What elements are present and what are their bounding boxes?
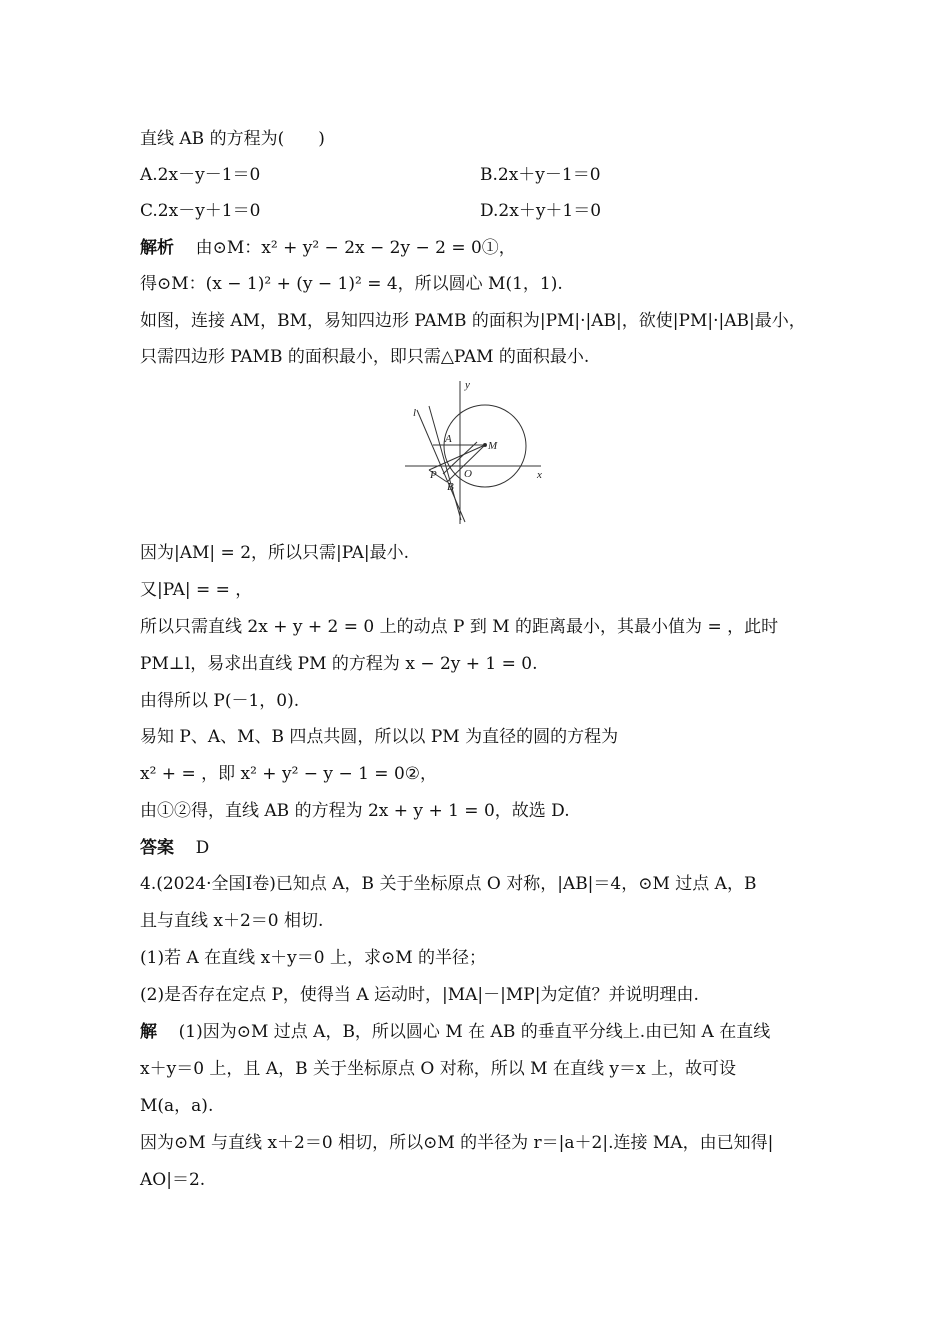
answer-line — [140, 837, 209, 859]
label-x: x — [537, 469, 542, 481]
solution4-line-4: 因为⊙M 与直线 x＋2＝0 相切，所以⊙M 的半径为 r＝|a＋2|.连接 MA，由已知得| — [140, 1133, 774, 1153]
center-point-m — [484, 444, 487, 447]
solution-line-10: 易知 P、A、M、B 四点共圆，所以以 PM 为直径的圆的方程为 — [140, 727, 619, 747]
solution-line-12: 由①②得，直线 AB 的方程为 2x + y + 1 = 0，故选 D. — [140, 801, 570, 821]
solution4-line-1 — [140, 1021, 770, 1043]
problem4-question-1: (1)若 A 在直线 x＋y＝0 上，求⊙M 的半径； — [140, 948, 487, 968]
answer-value: D — [195, 838, 210, 858]
options-row-2 — [140, 200, 602, 222]
options-row-1 — [140, 164, 601, 186]
solution-line-7: 所以只需直线 2x + y + 2 = 0 上的动点 P 到 M 的距离最小，其最小值为 = ，此时 — [140, 617, 779, 637]
solution-line-1 — [140, 237, 516, 259]
solution-line-3: 如图，连接 AM，BM，易知四边形 PAMB 的面积为|PM|·|AB|，欲使|PM|·|AB|最小， — [140, 311, 806, 331]
solution4-line-2: x＋y＝0 上，且 A，B 关于坐标原点 O 对称，所以 M 在直线 y＝x 上，故可设 — [140, 1059, 736, 1079]
problem4-question-2: (2)是否存在定点 P，使得当 A 运动时，|MA|－|MP|为定值？并说明理由. — [140, 985, 699, 1005]
problem4-line-1: 4.(2024·全国Ⅰ卷)已知点 A，B 关于坐标原点 O 对称，|AB|＝4，⊙M 过点 A，B — [140, 874, 757, 894]
solution-line-5: 因为|AM| = 2，所以只需|PA|最小. — [140, 543, 410, 563]
solution-label: 解析 — [140, 238, 174, 258]
label-l: l — [413, 407, 417, 419]
solution4-line-3: M(a，a). — [140, 1096, 214, 1116]
solution-line-4: 只需四边形 PAMB 的面积最小，即只需△PAM 的面积最小. — [140, 347, 590, 367]
label-a: A — [445, 433, 452, 445]
label-y: y — [465, 379, 470, 391]
question-stem: 直线 AB 的方程为( ) — [140, 129, 325, 149]
label-p: P — [430, 469, 437, 481]
option-c: C.2x－y＋1＝0 — [140, 201, 261, 221]
solution-line-9: 由得所以 P(－1，0). — [140, 691, 300, 711]
solution-text-1: 由⊙M：x² + y² − 2x − 2y − 2 = 0①， — [195, 238, 516, 258]
problem4-line-2: 且与直线 x＋2＝0 相切. — [140, 911, 324, 931]
option-d: D.2x＋y＋1＝0 — [480, 201, 602, 221]
label-m: M — [488, 440, 498, 452]
label-b: B — [447, 481, 454, 493]
option-b: B.2x＋y－1＝0 — [480, 165, 601, 185]
geometry-figure — [405, 378, 545, 526]
solution-line-2: 得⊙M：(x − 1)² + (y − 1)² = 4，所以圆心 M(1，1). — [140, 274, 563, 294]
solution4-line-5: AO|＝2. — [140, 1170, 206, 1190]
solution4-text-1: (1)因为⊙M 过点 A，B，所以圆心 M 在 AB 的垂直平分线上.由已知 A 在直线 — [178, 1022, 771, 1042]
answer-label: 答案 — [140, 838, 174, 858]
solution-line-6: 又|PA| = = ， — [140, 580, 253, 600]
label-o: O — [464, 468, 472, 480]
option-a: A.2x－y－1＝0 — [140, 165, 261, 185]
solution-line-11: x² + = ，即 x² + y² − y − 1 = 0②， — [140, 764, 438, 784]
solution-line-8: PM⊥l，易求出直线 PM 的方程为 x − 2y + 1 = 0. — [140, 654, 538, 674]
solution4-label: 解 — [140, 1022, 157, 1042]
